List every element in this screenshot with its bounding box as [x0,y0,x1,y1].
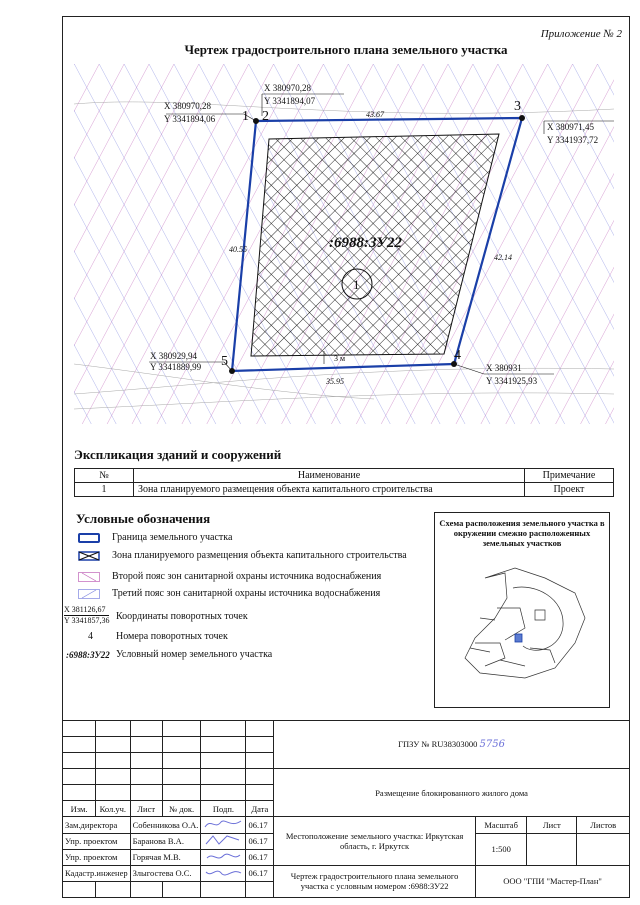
legend-parcel-label: Условный номер земельного участка [116,649,273,660]
coord-sample: X 381126,67 Y 3341857,36 [64,605,110,625]
sheets-value [577,833,630,865]
pt2-num: 2 [262,109,269,124]
gpzu-handwritten: 5756 [479,739,505,751]
vertex-2 [253,118,259,124]
org-name: ООО "ГПИ "Мастер-План" [476,865,630,897]
signer-role: Кадастр.инженер [63,865,131,881]
pt1-x: X 380970,28 [164,101,211,111]
pt2-y: Y 3341894,07 [264,96,316,106]
pt5-num: 5 [221,354,228,369]
page-title: Чертеж градостроительного плана земельного участка [184,42,508,57]
legend-item-zone3: Третий пояс зон санитарной охраны источника водоснабжения [74,588,380,599]
scale-label: Масштаб [476,817,527,833]
num-sample: 4 [88,631,93,642]
row-name: Зона планируемого размещения объекта капитального строительства [134,483,525,497]
pt2-x: X 380970,28 [264,83,311,93]
signature [201,817,246,833]
pt4-num: 4 [454,348,461,363]
col-doc: № док. [162,801,201,817]
signer-row [63,817,630,833]
col-sign: Подп. [201,801,246,817]
legend-item-zone: Зона планируемого размещения объекта капитального строительства [74,550,407,561]
pt5-y: Y 3341889,99 [150,362,202,372]
legend-numbers-label: Номера поворотных точек [116,631,228,642]
vertex-5 [229,368,235,374]
scale-value: 1:500 [476,833,527,865]
schema-parcel-marker [515,634,522,642]
col-izm: Изм. [63,801,96,817]
signer-date: 06.17 [246,849,274,865]
dim-top: 43.67 [366,110,384,119]
signer-name: Собенникова О.А. [130,817,201,833]
vertex-3 [519,115,525,121]
dim-left: 40.55 [229,245,247,254]
legend-heading: Условные обозначения [76,511,211,526]
pt3-x: X 380971,45 [547,122,594,132]
dim-right: 42.14 [494,253,512,262]
sheet-label: Лист [527,817,577,833]
signer-row [63,865,630,881]
signer-date: 06.17 [246,833,274,849]
col-name: Наименование [134,469,525,483]
signer-date: 06.17 [246,865,274,881]
pt4-y: Y 3341925,93 [486,376,538,386]
plan-drawing [74,64,614,424]
object-name: Размещение блокированного жилого дома [274,769,630,817]
sheet-value [527,833,577,865]
signer-date: 06.17 [246,817,274,833]
pt1-y: Y 3341894,06 [164,114,216,124]
signature [201,833,246,849]
parcel-sample: :6988:ЗУ22 [66,650,110,660]
location-text: Местоположение земельного участка: Иркутская область, г. Иркутск [274,817,476,865]
col-note: Примечание [525,469,614,483]
legend-item-boundary: Граница земельного участка [74,532,232,543]
signer-name: Злыгостева О.С. [130,865,201,881]
col-no: № [75,469,134,483]
col-list: Лист [130,801,162,817]
col-kolych: Кол.уч. [96,801,131,817]
row-note: Проект [525,483,614,497]
legend-coords-label: Координаты поворотных точек [116,611,248,622]
legend-item-zone2: Второй пояс зон санитарной охраны источника водоснабжения [74,571,381,582]
title-block [62,720,630,898]
gpzu-number: ГПЗУ № RU38303000 5756 [274,721,630,769]
parcel-label: :6988:ЗУ22 [329,235,402,251]
zone-number: 1 [353,277,360,292]
appendix-label: Приложение № 2 [540,28,622,40]
pt1-num: 1 [242,109,249,124]
signer-name: Горячая М.В. [130,849,201,865]
explication-table [74,468,614,497]
signer-role: Упр. проектом [63,849,131,865]
signature [201,849,246,865]
pt3-y: Y 3341937,72 [547,135,599,145]
zone2-swatch [78,572,100,582]
zone-swatch [78,551,100,561]
pt4-x: X 380931 [486,363,522,373]
col-date: Дата [246,801,274,817]
schema-title: Схема расположения земельного участка в окружении смежно расположенных земельных участков [439,518,605,548]
row-no: 1 [75,483,134,497]
pt5-x: X 380929,94 [150,351,197,361]
signer-role: Зам.директора [63,817,131,833]
pt3-num: 3 [514,99,521,114]
zone3-swatch [78,589,100,599]
signer-name: Баранова В.А. [130,833,201,849]
sheets-label: Листов [577,817,630,833]
drawing-caption: Чертеж градостроительного плана земельного участка с условным номером :6988:ЗУ22 [274,865,476,897]
signature [201,865,246,881]
setback-label: 3 м [334,354,346,363]
table-row [75,483,614,497]
boundary-swatch [78,533,100,543]
dim-bottom: 35.95 [326,377,344,386]
location-schema [434,512,610,708]
schema-map [435,548,609,688]
signer-role: Упр. проектом [63,833,131,849]
explication-heading: Экспликация зданий и сооружений [74,447,282,462]
